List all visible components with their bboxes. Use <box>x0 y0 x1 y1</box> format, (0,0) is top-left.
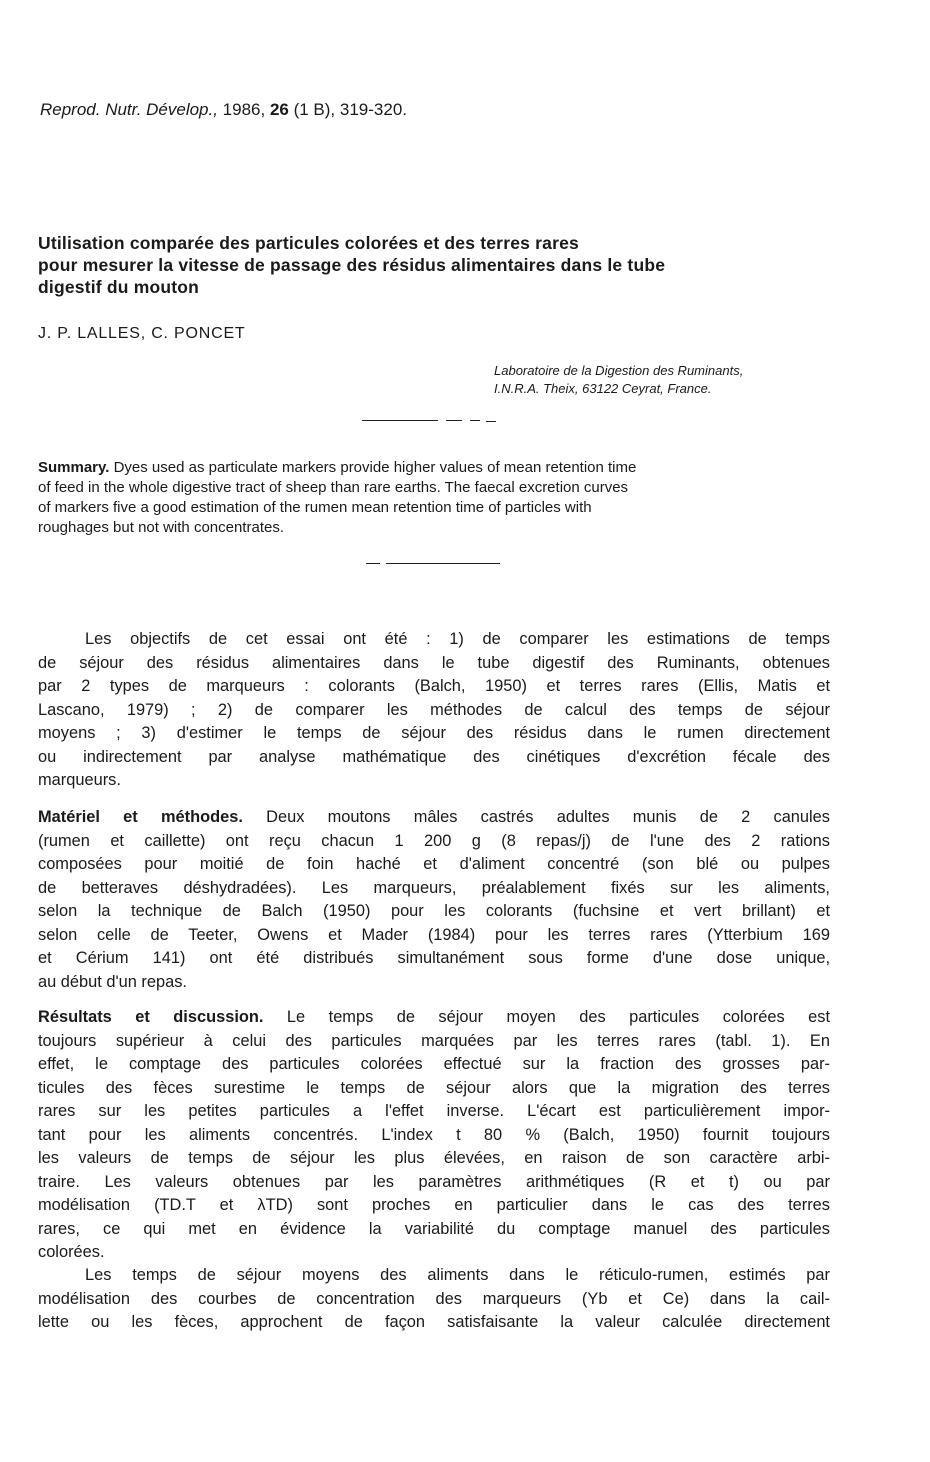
article-title <box>38 232 838 298</box>
separator-rule <box>486 421 496 422</box>
methods-paragraph <box>38 806 830 994</box>
title-line: Utilisation comparée des particules colorées et des terres rares <box>38 233 579 253</box>
citation-pages: (1 B), 319-320. <box>288 100 407 119</box>
authors: J. P. LALLES, C. PONCET <box>38 325 246 342</box>
body-line: Résultats et discussion. Le temps de séjour moyen des particules colorées est <box>38 1008 831 1026</box>
title-line: digestif du mouton <box>38 277 200 297</box>
body-line: selon la technique de Balch (1950) pour les colorants (fuchsine et vert brillant) et <box>38 902 830 920</box>
body-line: lette ou les fèces, approchent de façon satisfaisante la valeur calculée directement <box>38 1313 830 1331</box>
separator-rule <box>446 420 462 421</box>
intro-paragraph <box>38 628 830 793</box>
body-line: modélisation (TD.T et λTD) sont proches en particulier dans le cas des terres <box>38 1196 830 1214</box>
body-line: au début d'un repas. <box>38 972 187 991</box>
citation-volume: 26 <box>269 100 289 119</box>
section-heading-methods: Matériel et méthodes. <box>38 808 243 826</box>
title-line: pour mesurer la vitesse de passage des résidus alimentaires dans le tube <box>38 255 666 275</box>
separator-rule <box>362 420 438 421</box>
separator-rule <box>366 563 380 564</box>
body-line: rares sur les petites particules a l'effet inverse. L'écart est particulièrement impor- <box>38 1102 830 1120</box>
body-line: de betteraves déshydradées). Les marqueurs, préalablement fixés sur les aliments, <box>38 878 830 897</box>
summary-label: Summary. <box>38 459 110 476</box>
body-line: traire. Les valeurs obtenues par les paramètres arithmétiques (R et t) ou par <box>38 1172 830 1191</box>
body-line: les valeurs de temps de séjour les plus élevées, en raison de son caractère arbi- <box>38 1149 830 1167</box>
body-line: modélisation des courbes de concentration des marqueurs (Yb et Ce) dans la cail- <box>38 1289 830 1308</box>
body-line: Lascano, 1979) ; 2) de comparer les méthodes de calcul des temps de séjour <box>38 700 830 719</box>
body-line: composées pour moitié de foin haché et d'aliment concentré (son blé ou pulpes <box>38 855 830 873</box>
body-line: effet, le comptage des particules colorées effectué sur la fraction des grosses par- <box>38 1055 830 1073</box>
body-line: Les temps de séjour moyens des aliments dans le réticulo-rumen, estimés par <box>85 1266 830 1284</box>
results-paragraph <box>38 1006 830 1265</box>
discussion-paragraph <box>38 1264 830 1335</box>
body-line: et Cérium 141) ont été distribués simultanément sous forme d'une dose unique, <box>38 949 830 967</box>
body-line: rares, ce qui met en évidence la variabilité du comptage manuel des particules <box>38 1219 830 1238</box>
affiliation <box>494 362 743 398</box>
body-line: toujours supérieur à celui des particules marquées par les terres rares (tabl. 1). En <box>38 1031 830 1050</box>
body-line: Les objectifs de cet essai ont été : 1) de comparer les estimations de temps <box>85 630 830 648</box>
body-line: ou indirectement par analyse mathématique des cinétiques d'excrétion fécale des <box>38 747 830 766</box>
citation-year: 1986, <box>217 100 270 119</box>
body-line: de séjour des résidus alimentaires dans le tube digestif des Ruminants, obtenues <box>38 653 830 672</box>
separator-rule <box>470 420 480 421</box>
body-line: selon celle de Teeter, Owens et Mader (1984) pour les terres rares (Ytterbium 169 <box>38 925 830 944</box>
summary-line: roughages but not with concentrates. <box>38 519 284 536</box>
section-heading-results: Résultats et discussion. <box>38 1008 264 1026</box>
journal-citation <box>40 100 407 120</box>
summary-line: of feed in the whole digestive tract of sheep than rare earths. The faecal excretion curves <box>38 479 629 496</box>
journal-name: Reprod. Nutr. Dévelop., <box>40 100 218 119</box>
body-line: tant pour les aliments concentrés. L'index t 80 % (Balch, 1950) fournit toujours <box>38 1125 830 1144</box>
body-line: (rumen et caillette) ont reçu chacun 1 200 g (8 repas/j) de l'une des 2 rations <box>38 831 830 850</box>
body-line: moyens ; 3) d'estimer le temps de séjour des résidus dans le rumen directement <box>38 724 830 742</box>
body-line: ticules des fèces surestime le temps de séjour alors que la migration des terres <box>38 1078 830 1097</box>
body-line: marqueurs. <box>38 771 121 789</box>
body-line: par 2 types de marqueurs : colorants (Balch, 1950) et terres rares (Ellis, Matis et <box>38 677 830 695</box>
separator-rule <box>386 563 500 564</box>
summary-line: Summary. Dyes used as particulate markers provide higher values of mean retention time <box>38 459 637 476</box>
body-line: Matériel et méthodes. Deux moutons mâles castrés adultes munis de 2 canules <box>38 808 830 826</box>
affiliation-line: Laboratoire de la Digestion des Ruminants, <box>494 363 744 378</box>
body-line: colorées. <box>38 1243 105 1261</box>
summary-line: of markers five a good estimation of the rumen mean retention time of particles with <box>38 499 592 516</box>
affiliation-line: I.N.R.A. Theix, 63122 Ceyrat, France. <box>494 381 712 396</box>
summary-block <box>38 458 828 538</box>
